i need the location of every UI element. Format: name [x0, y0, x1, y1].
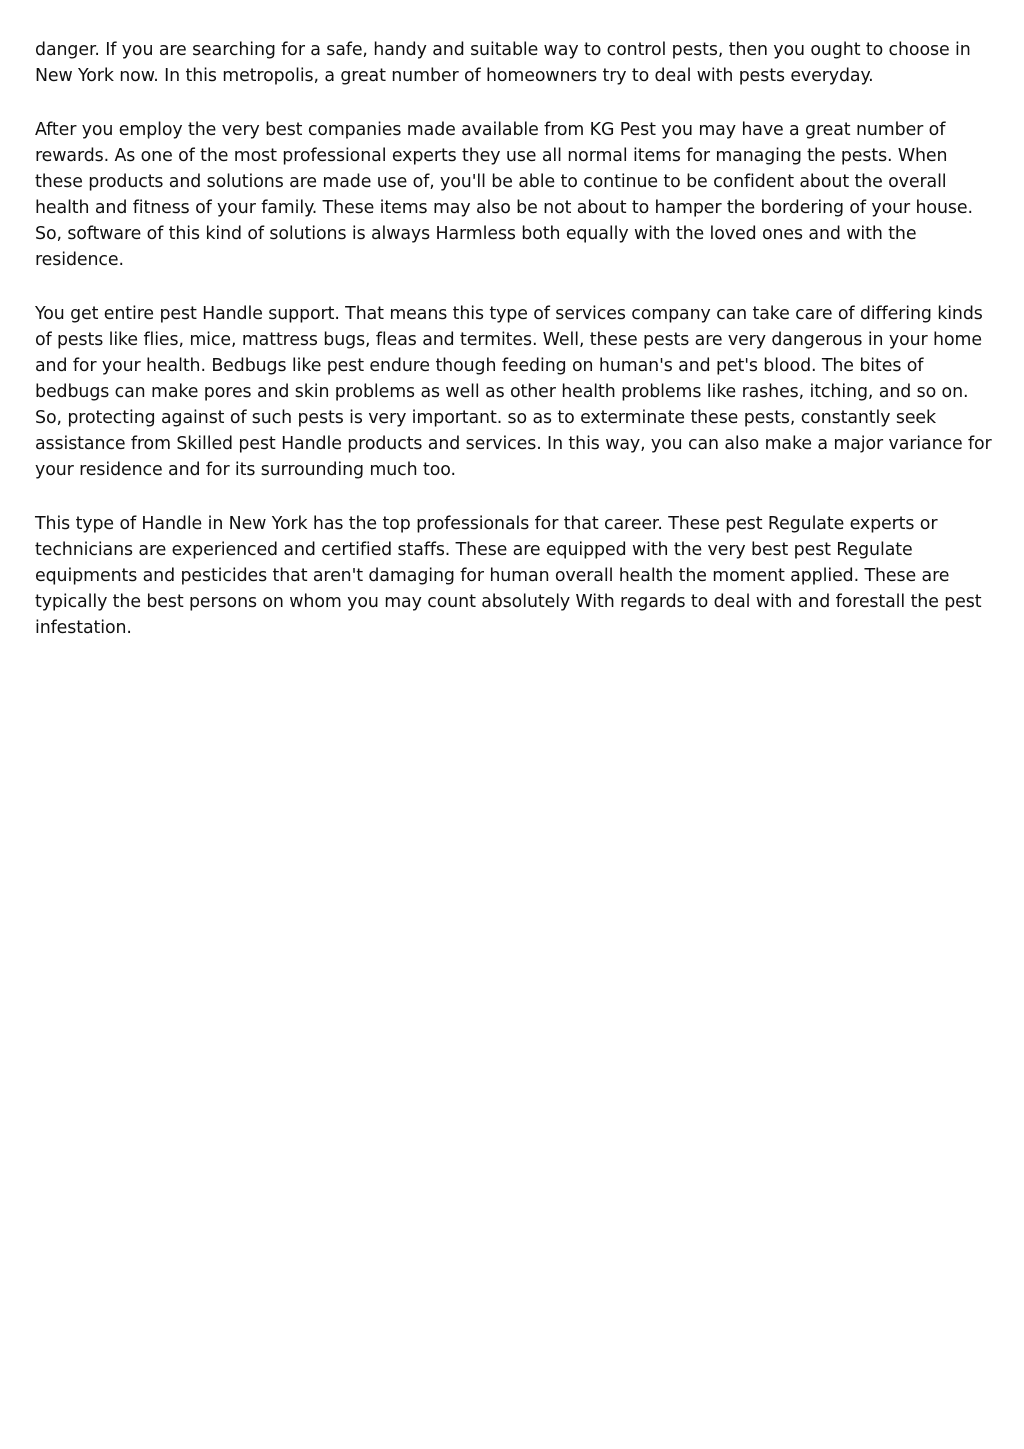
paragraph-2: After you employ the very best companies made available from KG Pest you may have a great number of rewards. As one of the most professional experts they use all normal items for managing the pests. When these products and solutions are made use of, you'll be able to continue to be confident about the overall health and fitness of your family. These items may also be not about to hamper the bordering of your house. So, software of this kind of solutions is always Harmless both equally with the loved ones and with the residence.	[35, 120, 973, 270]
document-body	[35, 37, 995, 669]
paragraph-3: You get entire pest Handle support. That means this type of services company can take care of differing kinds of pests like flies, mice, mattress bugs, fleas and termites. Well, these pests are very dangerous in your home and for your health. Bedbugs like pest endure though feeding on human's and pet's blood. The bites of bedbugs can make pores and skin problems as well as other health problems like rashes, itching, and so on. So, protecting against of such pests is very important. so as to exterminate these pests, constantly seek assistance from Skilled pest Handle products and services. In this way, you can also make a major variance for your residence and for its surrounding much too.	[35, 304, 992, 480]
paragraph-4: This type of Handle in New York has the top professionals for that career. These pest Regulate experts or technicians are experienced and certified staffs. These are equipped with the very best pest Regulate equipments and pesticides that aren't damaging for human overall health the moment applied. These are typically the best persons on whom you may count absolutely With regards to deal with and forestall the pest infestation.	[35, 514, 982, 638]
paragraph-1: danger. If you are searching for a safe, handy and suitable way to control pests, then you ought to choose in New York now. In this metropolis, a great number of homeowners try to deal with pests everyday.	[35, 40, 971, 86]
